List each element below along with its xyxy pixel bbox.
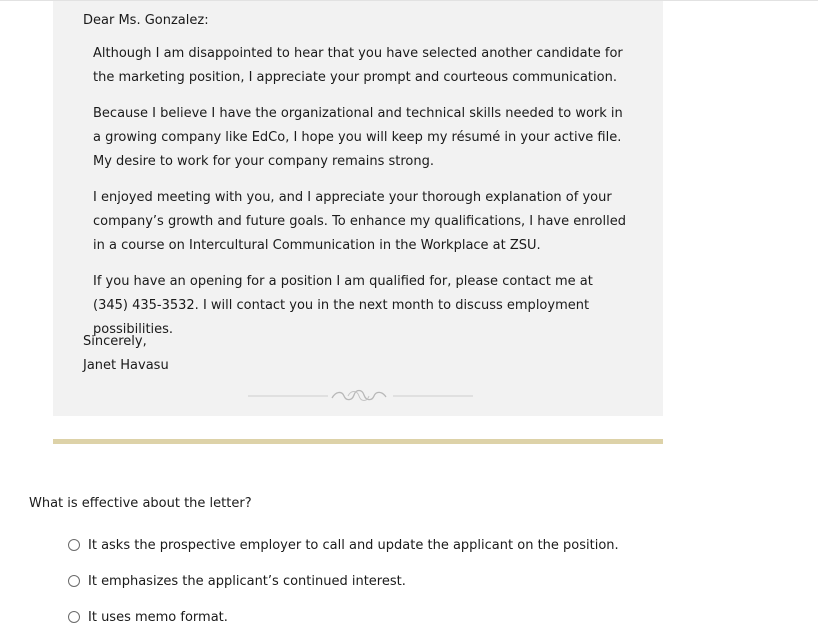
answer-option-label: It emphasizes the applicant’s continued interest. [88,573,406,589]
letter-paragraph: I enjoyed meeting with you, and I appreciate your thorough explanation of your company’s growth and future goals. To enhance my qualifications, I have enrolled in a course on Intercultural Communication in the Workplace at ZSU. [93,190,626,253]
radio-button[interactable] [68,611,80,623]
letter-paragraph: If you have an opening for a position I am qualified for, please contact me at (345) 435-3532. I will contact you in the next month to discuss employment possibilities. [93,274,593,337]
answer-option[interactable] [68,607,228,627]
letter-salutation: Dear Ms. Gonzalez: [83,13,209,28]
answer-option-label: It uses memo format. [88,609,228,625]
answer-option-label: It asks the prospective employer to call and update the applicant on the position. [88,537,619,553]
radio-button[interactable] [68,575,80,587]
answer-option[interactable] [68,535,619,555]
flourish-ornament-icon [248,385,473,407]
question-prompt: What is effective about the letter? [29,496,252,511]
accent-divider [53,439,663,444]
letter-closing: Sincerely, [83,334,147,349]
answer-option[interactable] [68,571,406,591]
letter-paragraph: Although I am disappointed to hear that you have selected another candidate for the marketing position, I appreciate your prompt and courteous communication. [93,46,623,85]
radio-button[interactable] [68,539,80,551]
letter-signature: Janet Havasu [83,358,169,373]
letter-paragraph: Because I believe I have the organizational and technical skills needed to work in a growing company like EdCo, I hope you will keep my résumé in your active file. My desire to work for your company remains strong. [93,106,623,169]
letter-panel [53,1,663,416]
